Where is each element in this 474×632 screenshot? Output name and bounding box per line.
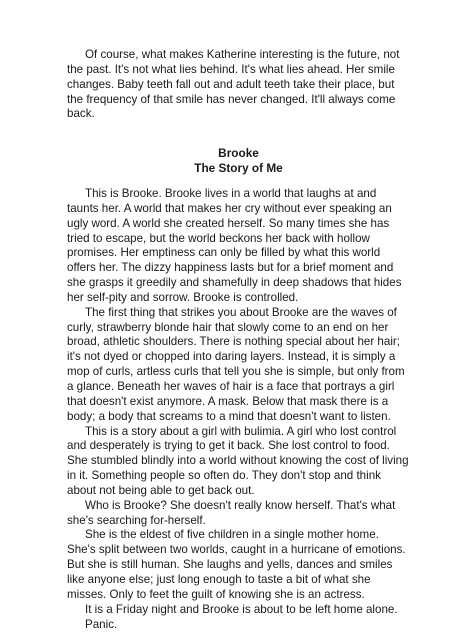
body-paragraph: Panic. (67, 618, 410, 632)
body-paragraph: The first thing that strikes you about Brooke are the waves of curly, strawberry blonde hair that slowly come to an end on her broad, athletic shoulders. There is nothing special about her hair; it's not dyed or chopped into daring layers. Instead, it is simply a mop of curls, artless curls that tell you she is simple, but only from a glance. Beneath her waves of hair is a face that portrays a girl that doesn't exist anymore. A mask. Below that mask there is a body; a body that screams to a mind that doesn't want to listen. (67, 306, 410, 425)
chapter-subtitle: The Story of Me (67, 161, 410, 176)
body-paragraph: It is a Friday night and Brooke is about to be left home alone. (67, 603, 410, 618)
chapter-title: Brooke (67, 146, 410, 161)
intro-paragraph: Of course, what makes Katherine interesting is the future, not the past. It's not what lies behind. It's what lies ahead. Her smile changes. Baby teeth fall out and adult teeth take their place, but the frequency of that smile has never changed. It'll always come back. (67, 48, 410, 122)
body-paragraph: She is the eldest of five children in a single mother home. She's split between two worlds, caught in a hurricane of emotions. But she is still human. She laughs and yells, dances and smiles like anyone else; just long enough to taste a bit of what she misses. Only to feet the guilt of knowing she is an actress. (67, 528, 410, 602)
body-paragraph: This is a story about a girl with bulimia. A girl who lost control and desperately is trying to get it back. She lost control to food. She stumbled blindly into a world without knowing the cost of living in it. Something people so often do. They don't stop and think about not being able to get back out. (67, 425, 410, 499)
chapter-body (67, 187, 410, 632)
body-paragraph: Who is Brooke? She doesn't really know herself. That's what she's searching for-herself. (67, 499, 410, 529)
chapter-heading (67, 146, 410, 176)
body-paragraph: This is Brooke. Brooke lives in a world that laughs at and taunts her. A world that makes her cry without ever speaking an ugly word. A world she created herself. So many times she has tried to escape, but the world beckons her back with hollow promises. Her emptiness can only be filled by what this world offers her. The dizzy happiness lasts but for a brief moment and she grasps it greedily and shamefully in deep shadows that hides her self-pity and sorrow. Brooke is controlled. (67, 187, 410, 306)
